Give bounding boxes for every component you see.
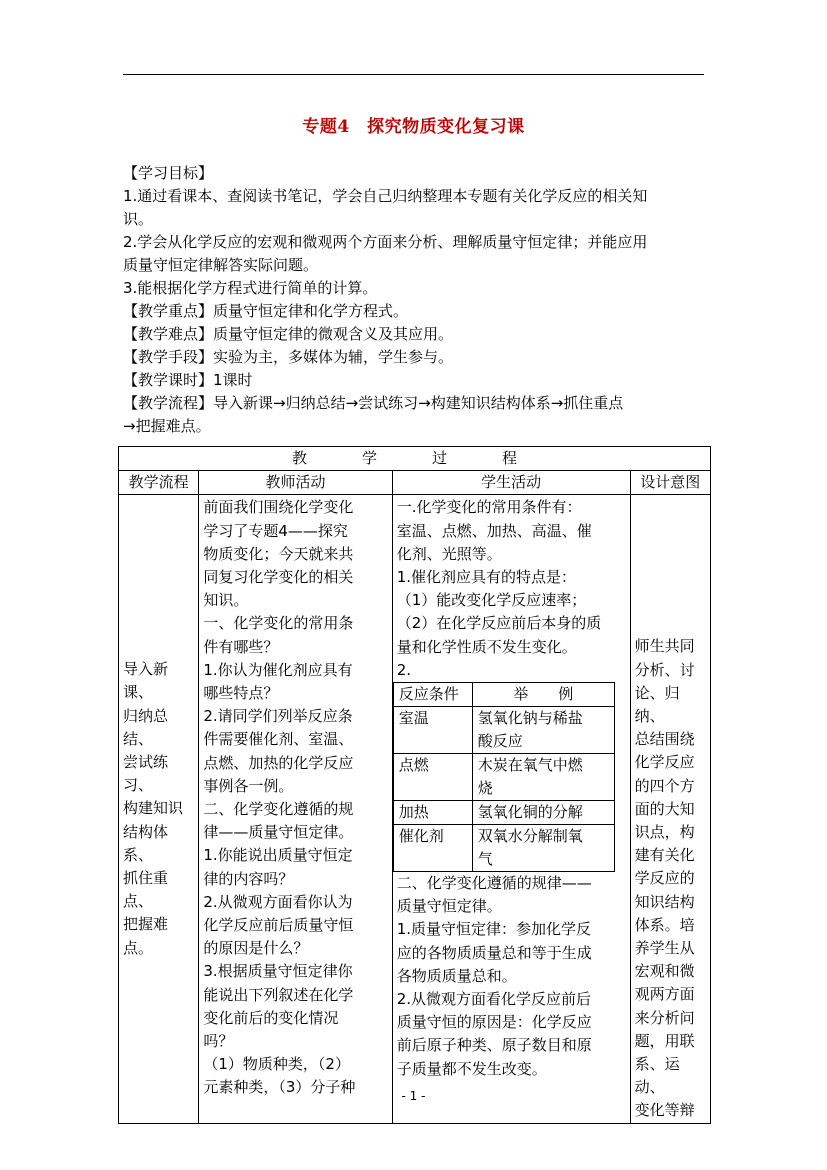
intro-line: →把握难点。 <box>123 417 211 435</box>
table-title-row <box>119 447 711 471</box>
design-line: 总结围绕 <box>634 730 695 749</box>
teacher-line: 点燃、加热的化学反应 <box>203 753 354 772</box>
inner-row <box>393 801 614 825</box>
design-line: 养学生从 <box>634 939 695 958</box>
flow-line: 构建知识 <box>123 799 184 818</box>
teacher-line: 一、化学变化的常用条 <box>203 614 354 633</box>
student-line: 二、化学变化遵循的规律—— <box>396 874 592 893</box>
inner-header: 反应条件 <box>393 683 472 707</box>
student-line: 一.化学变化的常用条件有： <box>396 498 582 517</box>
teacher-line: 同复习化学变化的相关 <box>203 568 354 587</box>
teacher-line: 的原因是什么？ <box>203 939 309 958</box>
intro-line: 【教学手段】实验为主，多媒体为辅，学生参与。 <box>123 348 454 366</box>
flow-line: 结构体系、 <box>123 822 169 864</box>
header-rule <box>123 74 704 75</box>
inner-row <box>393 707 614 754</box>
student-line: 前后原子种类、原子数目和原 <box>396 1036 592 1055</box>
design-line: 系、运动、 <box>634 1055 680 1097</box>
design-line: 宏观和微 <box>634 962 695 981</box>
student-line: 子质量都不发生改变。 <box>396 1059 547 1078</box>
column-header: 教学流程 <box>119 471 199 495</box>
design-line: 的四个方 <box>634 776 695 795</box>
student-line: 1.质量守恒定律：参加化学反 <box>396 920 592 939</box>
design-line: 化学反应 <box>634 753 695 772</box>
intro-line: 1.通过看课本、查阅读书笔记，学会自己归纳整理本专题有关化学反应的相关知 <box>123 187 648 205</box>
student-activity-cell <box>392 495 630 1123</box>
student-line: 2. <box>396 660 412 679</box>
teacher-line: 物质变化；今天就来共 <box>203 544 354 563</box>
design-line: 来分析问 <box>634 1008 695 1027</box>
intro-line: 【教学重点】质量守恒定律和化学方程式。 <box>123 302 409 320</box>
condition-cell: 加热 <box>393 801 472 825</box>
student-line: 室温、点燃、加热、高温、催 <box>396 521 592 540</box>
intro-line: 2.学会从化学反应的宏观和微观两个方面来分析、理解质量守恒定律；并能应用 <box>123 233 648 251</box>
example-cell: 氢氧化铜的分解 <box>472 801 614 825</box>
student-line: 各物质质量总和。 <box>396 966 517 985</box>
flow-cell <box>119 495 199 1123</box>
design-line: 知识结构 <box>634 892 695 911</box>
design-line: 面的大知 <box>634 799 695 818</box>
teacher-line: 学习了专题4——探究 <box>203 521 348 540</box>
intro-line: 【教学课时】1课时 <box>123 371 253 389</box>
example-cell: 双氧水分解制氧 气 <box>472 825 614 872</box>
teacher-activity-cell <box>199 495 392 1123</box>
flow-line: 归纳总结、 <box>123 706 169 748</box>
column-header: 学生活动 <box>392 471 630 495</box>
condition-cell: 点燃 <box>393 754 472 801</box>
teacher-line: 1.你认为催化剂应具有 <box>203 660 353 679</box>
teacher-line: 二、化学变化遵循的规 <box>203 800 354 819</box>
intro-line: 【教学难点】质量守恒定律的微观含义及其应用。 <box>123 325 454 343</box>
teacher-line: 2.从微观方面看你认为 <box>203 892 353 911</box>
student-line: 2.从微观方面看化学反应前后 <box>396 990 592 1009</box>
design-line: 师生共同 <box>634 637 695 656</box>
student-line: 质量守恒定律。 <box>396 897 502 916</box>
inner-row <box>393 825 614 872</box>
intro-line: 【学习目标】 <box>123 164 214 182</box>
column-header: 设计意图 <box>630 471 710 495</box>
teacher-line: 变化前后的变化情况 <box>203 1008 339 1027</box>
condition-cell: 室温 <box>393 707 472 754</box>
inner-row <box>393 754 614 801</box>
design-line: 建有关化 <box>634 846 695 865</box>
example-cell: 木炭在氧气中燃 烧 <box>472 754 614 801</box>
teacher-line: 件需要催化剂、室温、 <box>203 730 354 749</box>
column-header: 教师活动 <box>199 471 392 495</box>
student-line: 量和化学性质不发生变化。 <box>396 637 577 656</box>
teacher-line: 2.请同学们列举反应条 <box>203 707 353 726</box>
design-line: 题，用联 <box>634 1031 695 1050</box>
design-intent-cell <box>630 495 710 1123</box>
intro-section <box>123 162 708 438</box>
student-line: 应的各物质质量总和等于生成 <box>396 943 592 962</box>
intro-line: 识。 <box>123 210 154 228</box>
teacher-line: 事例各一例。 <box>203 776 294 795</box>
intro-line: 3.能根据化学方程式进行简单的计算。 <box>123 279 378 297</box>
design-line: 体系。培 <box>634 915 695 934</box>
page-title: 专题4 探究物质变化复习课 <box>302 117 525 137</box>
teacher-line: 哪些特点？ <box>203 684 279 703</box>
lesson-process-table <box>118 446 711 1124</box>
page-number: - 1 - <box>401 1089 426 1103</box>
design-line: 观两方面 <box>634 985 695 1004</box>
teacher-line: 元素种类，（3）分子种 <box>203 1078 356 1097</box>
teacher-line: 律的内容吗？ <box>203 869 294 888</box>
flow-line: 把握难点。 <box>123 915 169 957</box>
reaction-condition-table <box>393 682 615 872</box>
table-title: 教 学 过 程 <box>119 447 711 471</box>
teacher-line: 件有哪些？ <box>203 637 279 656</box>
condition-cell: 催化剂 <box>393 825 472 872</box>
flow-line: 导入新课、 <box>123 660 169 702</box>
student-line: 质量守恒的原因是：化学反应 <box>396 1013 592 1032</box>
design-line: 变化等辩 <box>634 1101 695 1120</box>
student-line: （1）能改变化学反应速率； <box>396 591 587 610</box>
inner-header: 举 例 <box>472 683 614 707</box>
intro-line: 质量守恒定律解答实际问题。 <box>123 256 319 274</box>
teacher-line: 知识。 <box>203 591 249 610</box>
example-cell: 氢氧化钠与稀盐 酸反应 <box>472 707 614 754</box>
student-line: 化剂、光照等。 <box>396 544 502 563</box>
student-line: （2）在化学反应前后本身的质 <box>396 614 602 633</box>
inner-header-row <box>393 683 614 707</box>
teacher-line: 能说出下列叙述在化学 <box>203 985 354 1004</box>
design-line: 识点，构 <box>634 823 695 842</box>
teacher-line: 吗？ <box>203 1032 234 1051</box>
teacher-line: 3.根据质量守恒定律你 <box>203 962 353 981</box>
teacher-line: 化学反应前后质量守恒 <box>203 916 354 935</box>
flow-line: 抓住重点、 <box>123 869 169 911</box>
column-header-row <box>119 471 711 495</box>
teacher-line: 1.你能说出质量守恒定 <box>203 846 353 865</box>
flow-line: 尝试练习、 <box>123 753 169 795</box>
student-line: 1.催化剂应具有的特点是： <box>396 568 577 587</box>
teacher-line: 前面我们围绕化学变化 <box>203 498 354 517</box>
teacher-line: 律——质量守恒定律。 <box>203 823 354 842</box>
teacher-line: （1）物质种类，（2） <box>203 1055 350 1074</box>
design-line: 学反应的 <box>634 869 695 888</box>
design-line: 论、归纳、 <box>634 683 680 726</box>
design-line: 分析、讨 <box>634 660 695 679</box>
intro-line: 【教学流程】导入新课→归纳总结→尝试练习→构建知识结构体系→抓住重点 <box>123 394 624 412</box>
table-row <box>119 495 711 1123</box>
